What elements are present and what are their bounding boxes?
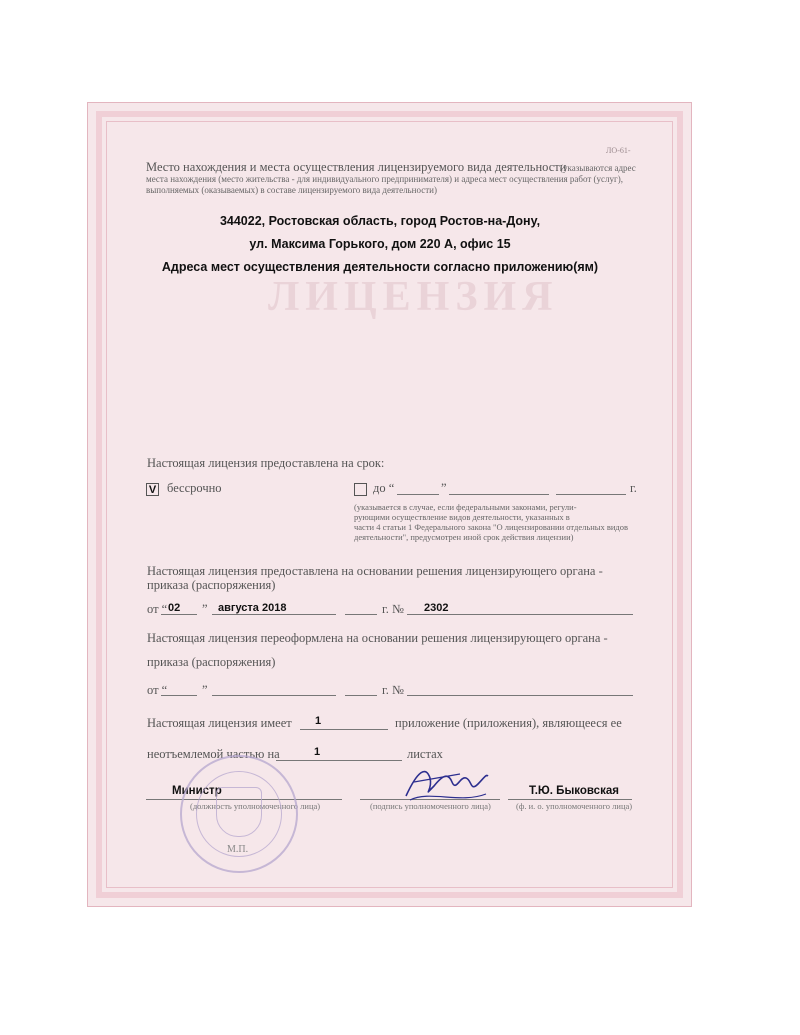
reissue-text-2: приказа (распоряжения) [147,655,276,669]
official-name: Т.Ю. Быковская [529,785,619,797]
basis-text-2: приказа (распоряжения) [147,578,276,592]
appendix-sheets-line [276,760,402,761]
basis-month-line [212,614,336,615]
location-note-1: (указываются адрес [560,163,636,173]
official-seal [180,755,298,873]
until-note-1: (указывается в случае, если федеральными законами, регули- [354,502,577,512]
appendix-text-3: неотъемлемой частью на [147,747,280,761]
until-checkbox[interactable] [354,483,367,496]
basis-number-line [407,614,633,615]
handwritten-signature [400,760,492,806]
reissue-year-line [345,695,377,696]
reissue-day-line [161,695,197,696]
basis-from-label: от “ [147,602,168,616]
seal-label: М.П. [227,844,249,855]
address-line-1: 344022, Ростовская область, город Ростов-на-Дону, [219,214,541,228]
address-line-3: Адреса мест осуществления деятельности согласно приложению(ям) [161,260,599,274]
name-caption: (ф. и. о. уполномоченного лица) [516,801,633,811]
basis-text-1: Настоящая лицензия предоставлена на основании решения лицензирующего органа - [147,564,603,578]
appendix-count-line [300,729,388,730]
position-caption: (должность уполномоченного лица) [190,801,321,811]
until-month-line [449,494,549,495]
perpetual-checkbox[interactable]: V [146,483,159,496]
basis-month-year: августа 2018 [218,602,287,614]
until-year-suffix: г. [630,481,637,495]
corner-code: ЛО-61- [606,146,631,155]
reissue-no-label: г. № [382,683,404,697]
term-label: Настоящая лицензия предоставлена на срок: [147,456,385,470]
until-note-3: части 4 статьи 1 Федерального закона "О лицензировании отдельных видов [354,522,629,532]
basis-day-line [161,614,197,615]
location-note-3: выполняемых (оказываемых) в составе лицензируемого вида деятельности) [146,185,437,195]
appendix-count: 1 [315,715,322,727]
background-watermark: ЛИЦЕНЗИЯ [268,274,559,320]
until-note-4: деятельности", предусмотрен иной срок действия лицензии) [354,532,574,542]
official-position: Министр [172,785,222,797]
location-label: Место нахождения и места осуществления лицензируемого вида деятельности [146,160,567,174]
appendix-sheets: 1 [314,746,321,758]
until-quote: ” [441,481,447,495]
location-note-2: места нахождения (место жительства - для индивидуального предпринимателя) и адреса мест осуществления работ (услуг), [146,174,623,184]
until-year-line [556,494,626,495]
basis-number: 2302 [424,602,449,614]
reissue-from-label: от “ [147,683,168,697]
until-label: до “ [373,481,395,495]
appendix-text-2: приложение (приложения), являющееся ее [395,716,622,730]
basis-quote-close: ” [202,602,208,616]
until-day-line [397,494,439,495]
perpetual-label: бессрочно [167,481,222,495]
reissue-month-line [212,695,336,696]
address-line-2: ул. Максима Горького, дом 220 А, офис 15 [249,237,511,251]
coat-of-arms-emblem [216,787,262,837]
name-line [508,799,632,800]
appendix-text-4: листах [407,747,443,761]
reissue-text-1: Настоящая лицензия переоформлена на основании решения лицензирующего органа - [147,631,608,645]
reissue-quote-close: ” [202,683,208,697]
reissue-number-line [407,695,633,696]
until-note-2: рующими осуществление видов деятельности, указанных в [354,512,570,522]
basis-year-line [345,614,377,615]
signature-caption: (подпись уполномоченного лица) [370,801,491,811]
basis-no-label: г. № [382,602,404,616]
appendix-text-1: Настоящая лицензия имеет [147,716,292,730]
basis-day: 02 [168,602,181,614]
